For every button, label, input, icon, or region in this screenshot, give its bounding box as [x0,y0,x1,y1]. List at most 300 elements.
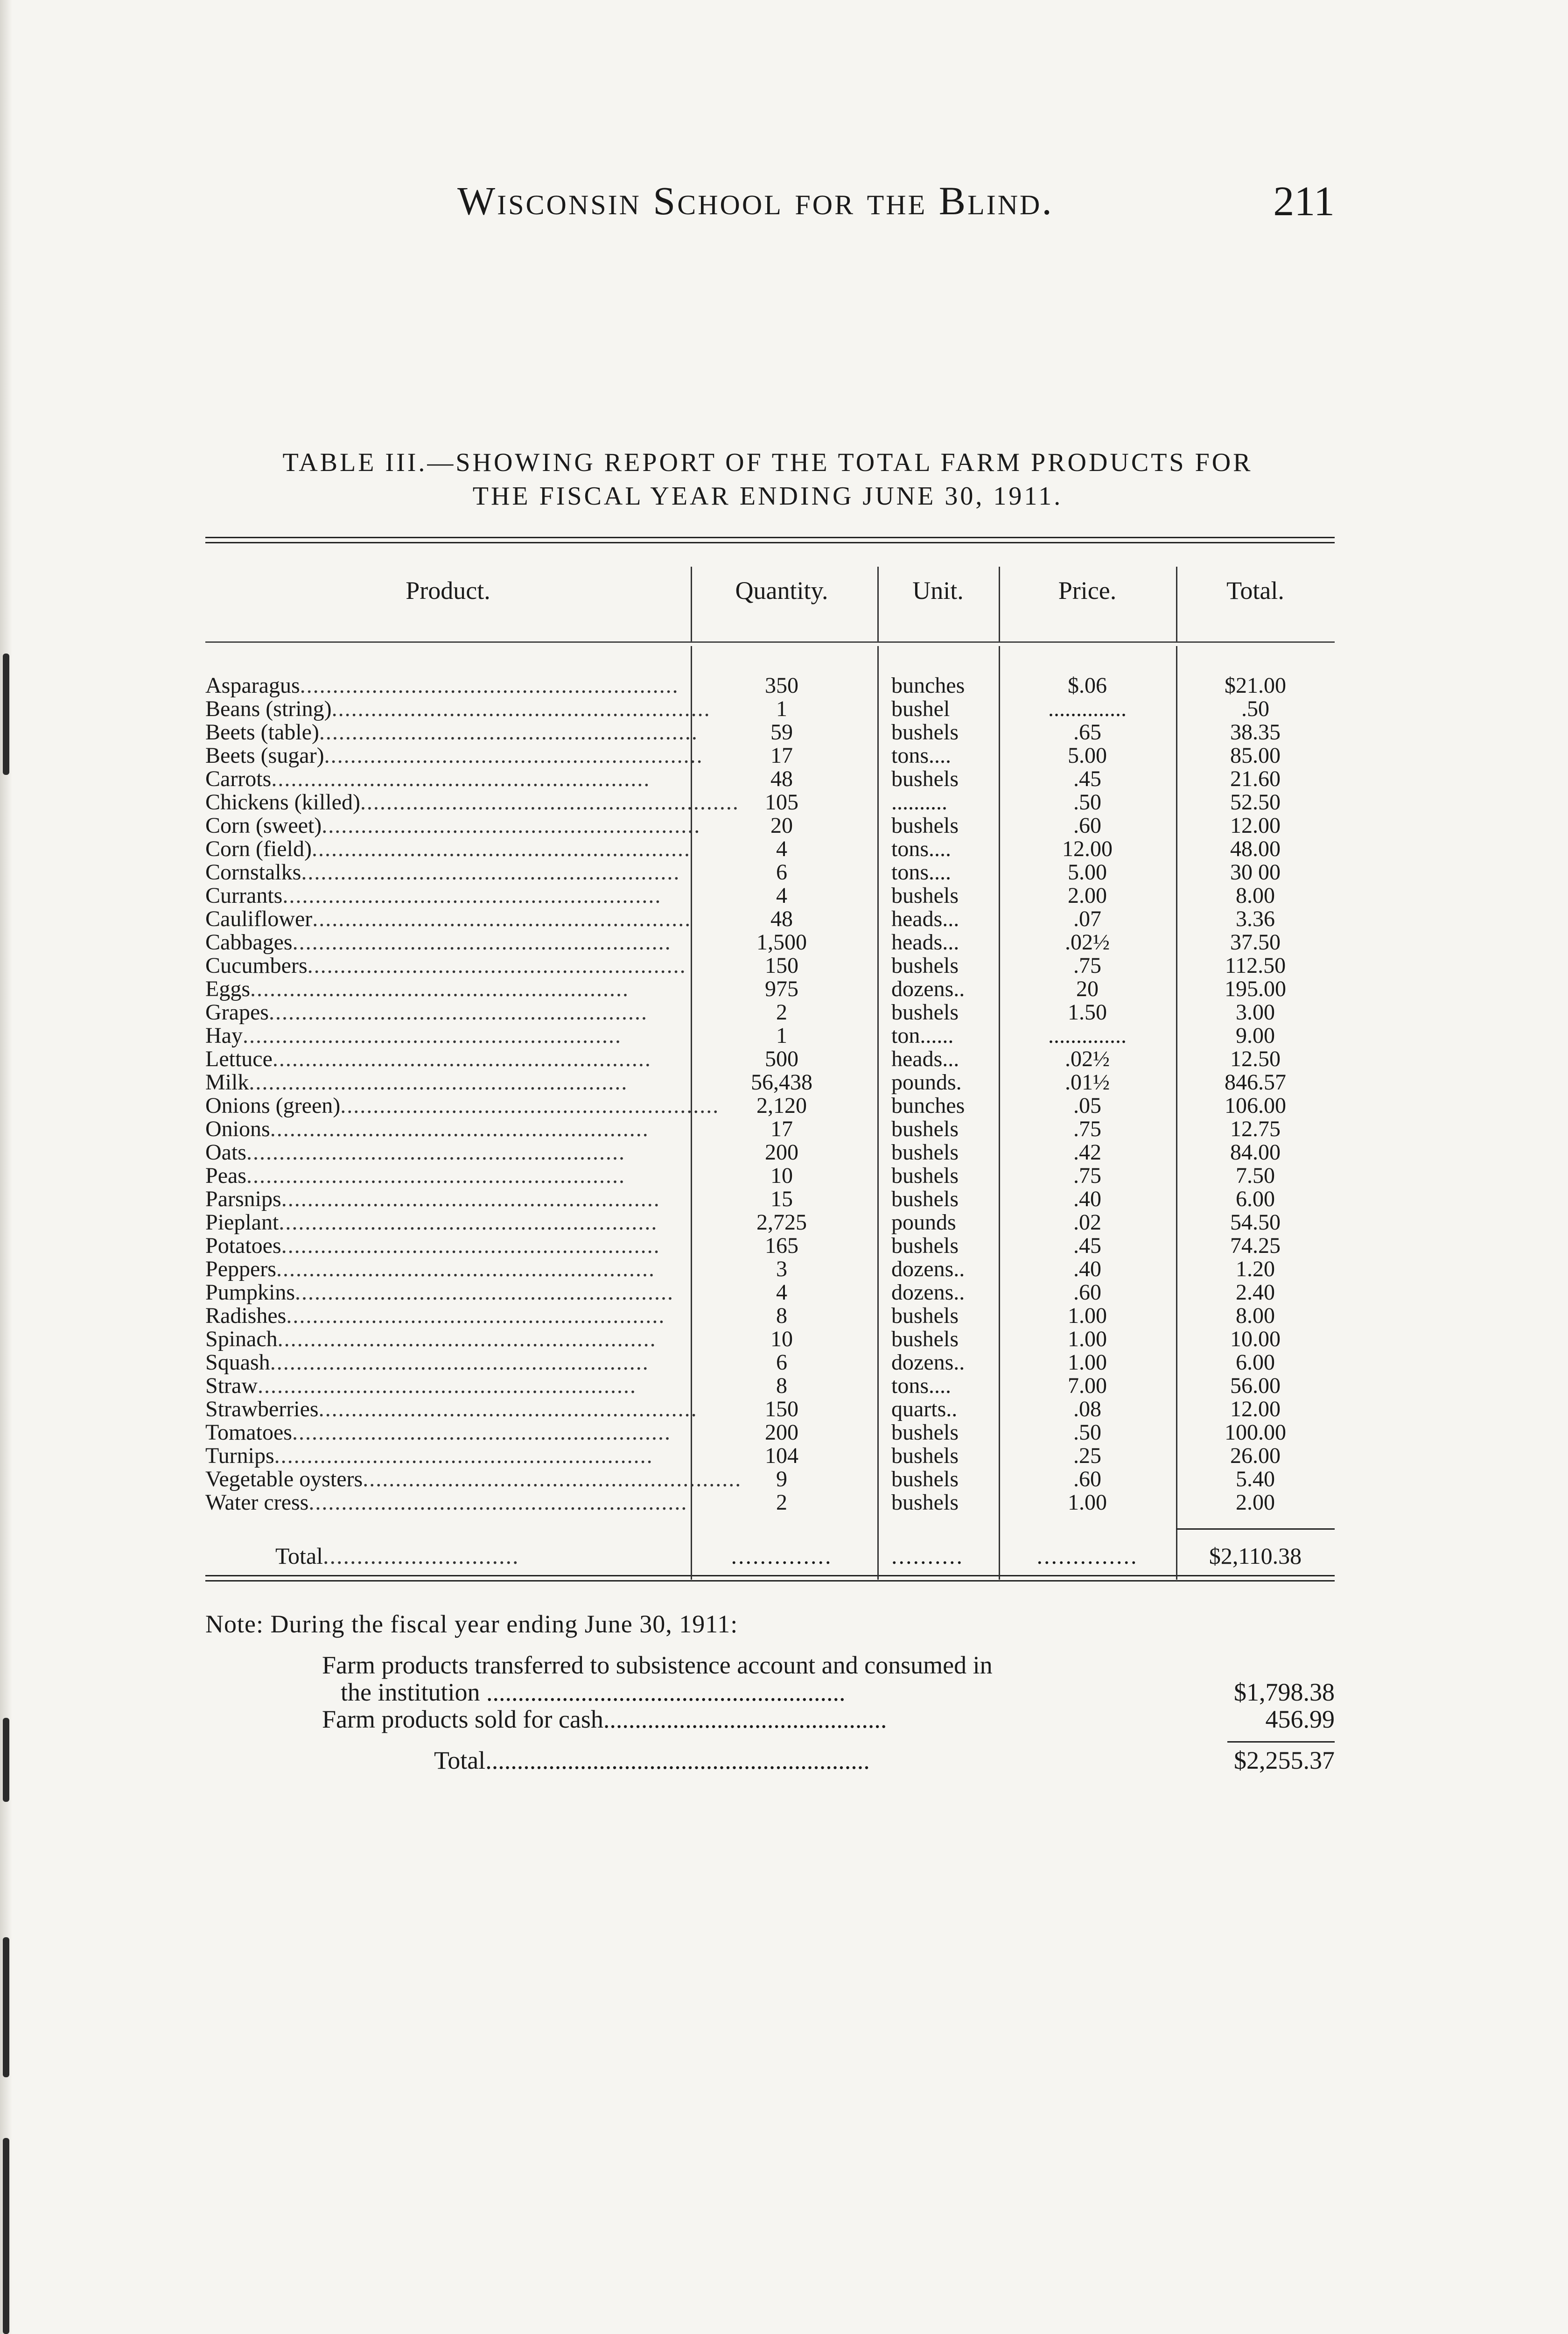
price-cell: .60 [1073,1280,1101,1305]
quantity-cell: 2,725 [756,1210,807,1235]
unit-cell: bushels [891,953,959,978]
note-line [205,1747,1335,1774]
total-row-filler: .......... [891,1543,964,1569]
leader-dots: .......................................................... [286,1303,665,1328]
product-name: Beans (string) [205,696,332,721]
header-price: Price. [1058,576,1117,605]
column-divider [877,567,879,641]
quantity-cell: 4 [776,1280,787,1305]
price-cell: .65 [1073,720,1101,745]
product-cell [205,884,691,907]
product-cell [205,1093,720,1118]
total-cell: 6.00 [1236,1187,1275,1211]
product-cell [205,1118,691,1141]
unit-cell: dozens.. [891,977,965,1001]
price-cell: .02½ [1065,1047,1110,1071]
leader-dots: .......................................................... [318,1397,698,1421]
quantity-cell: 350 [765,673,798,698]
note-sum-rule [1227,1741,1335,1743]
total-cell: 85.00 [1230,743,1281,768]
product-cell [205,674,691,697]
unit-cell: bushels [891,1303,959,1328]
leader-dots: .......................................................... [268,1000,648,1025]
product-cell [205,837,691,861]
table-row [205,1468,1335,1491]
page-number: 211 [1273,178,1335,225]
price-cell: .40 [1073,1257,1101,1281]
quantity-cell: 10 [770,1163,793,1188]
table-row [205,931,1335,954]
quantity-cell: 2,120 [756,1093,807,1118]
product-cell [205,790,739,815]
product-cell [205,696,711,721]
scan-edge-mark [3,2138,9,2334]
unit-cell: bushels [891,1187,959,1211]
product-cell [205,1351,691,1374]
quantity-cell: 2 [776,1000,787,1025]
table-row [205,1398,1335,1421]
table-row [205,1328,1335,1351]
total-cell: 48.00 [1230,837,1281,861]
scan-edge-mark [3,1718,9,1802]
unit-cell: bushels [891,1233,959,1258]
total-cell: 21.60 [1230,766,1281,791]
product-name: Grapes [205,1000,269,1025]
total-cell: 1.20 [1236,1257,1275,1281]
product-name: Turnips [205,1443,274,1468]
product-cell [205,1141,691,1164]
product-cell [205,1281,691,1304]
price-cell: .60 [1073,1467,1101,1491]
note-total-amount: $2,255.37 [1234,1746,1335,1774]
total-cell: 100.00 [1225,1420,1286,1445]
quantity-cell: 48 [770,766,793,791]
table-body [205,674,1335,1514]
product-cell [205,977,691,1001]
total-cell: 12.00 [1230,813,1281,838]
total-cell: 12.75 [1230,1117,1281,1141]
product-name: Cabbages [205,930,293,955]
table-row [205,1351,1335,1374]
column-divider [691,567,692,641]
product-name: Hay [205,1023,243,1048]
scan-edge-mark [3,654,9,775]
table-total-row [205,1524,1335,1575]
total-cell: 26.00 [1230,1443,1281,1468]
product-cell [205,813,701,838]
running-title: Wisconsin School for the Blind. [457,178,1054,223]
table-row [205,977,1335,1001]
unit-cell: pounds [891,1210,956,1235]
total-cell: 30 00 [1230,860,1281,885]
unit-cell: bushels [891,1327,959,1351]
leader-dots: .......................................................... [295,1280,674,1305]
quantity-cell: 1,500 [756,930,807,955]
note-amount-1: $1,798.38 [1234,1678,1335,1706]
product-cell [205,767,691,791]
product-name: Beets (sugar) [205,743,324,768]
table-row [205,1118,1335,1141]
quantity-cell: 59 [770,720,793,745]
table-row [205,1211,1335,1234]
quantity-cell: 1 [776,696,787,721]
total-cell: 846.57 [1225,1070,1286,1095]
leader-dots: .......................................................... [292,930,672,955]
quantity-cell: 2 [776,1490,787,1515]
leader-dots: .......................................................... [257,1373,637,1398]
unit-cell: tons.... [891,837,952,861]
table-row [205,837,1335,861]
table-bottom-rule [205,1575,1335,1582]
table-row [205,1234,1335,1258]
note-intro: Note: During the fiscal year ending June 30, 1911: [205,1610,738,1638]
price-cell: 1.50 [1068,1000,1107,1025]
unit-cell: bushels [891,813,959,838]
product-cell [205,1397,698,1421]
product-name: Peppers [205,1257,276,1281]
total-cell: 8.00 [1236,883,1275,908]
unit-cell: heads... [891,907,959,931]
quantity-cell: 4 [776,883,787,908]
price-cell: .01½ [1065,1070,1110,1095]
table-row [205,721,1335,744]
leader-dots: .......................................................... [250,977,629,1001]
total-cell: 38.35 [1230,720,1281,745]
leader-dots: .......................................................... [360,790,739,815]
unit-cell: heads... [891,930,959,955]
unit-cell: bunches [891,673,965,698]
leader-dots: .......................................................... [340,1093,720,1118]
leader-dots: .......................................................... [363,1467,742,1491]
leader-dots: .......................................................... [319,720,698,745]
total-row-filler: .............. [1036,1543,1138,1569]
product-name: Chickens (killed) [205,790,360,815]
price-cell: .............. [1048,696,1127,721]
total-cell: 56.00 [1230,1373,1281,1398]
quantity-cell: 8 [776,1373,787,1398]
quantity-cell: 15 [770,1187,793,1211]
product-name: Onions [205,1117,270,1141]
leader-dots: .......................................................... [300,673,679,698]
leader-dots: .......................................................... [301,860,680,885]
leader-dots: .......................................................... [242,1023,622,1048]
table-row [205,814,1335,837]
leader-dots: .......................................................... [311,837,691,861]
table-row [205,1047,1335,1071]
unit-cell: tons.... [891,860,952,885]
table-row [205,1071,1335,1094]
price-cell: 5.00 [1068,743,1107,768]
leader-dots: .......................................................... [276,1257,655,1281]
price-cell: .50 [1073,790,1101,815]
total-cell: 52.50 [1230,790,1281,815]
total-cell: 10.00 [1230,1327,1281,1351]
product-name: Straw [205,1373,258,1398]
table-row [205,1024,1335,1047]
total-cell: 7.50 [1236,1163,1275,1188]
quantity-cell: 200 [765,1140,798,1165]
total-label: Total [275,1543,323,1569]
unit-cell: bushels [891,720,959,745]
price-cell: 2.00 [1068,883,1107,908]
caption-line-1: TABLE III.—SHOWING REPORT OF THE TOTAL FARM PRODUCTS FOR [282,448,1253,477]
leader-dots: .......................................................... [249,1070,628,1095]
product-cell [205,743,703,768]
product-cell [205,1024,691,1047]
table-row [205,767,1335,791]
unit-cell: bushels [891,766,959,791]
leader-dots: .......................................................... [271,766,651,791]
leader-dots: .......................................................... [307,953,686,978]
quantity-cell: 150 [765,953,798,978]
leader-dots: .......................................................... [292,1420,671,1445]
total-cell: 195.00 [1225,977,1286,1001]
price-cell: .25 [1073,1443,1101,1468]
price-cell: .75 [1073,1117,1101,1141]
product-name: Squash [205,1350,270,1375]
total-cell: 2.40 [1236,1280,1275,1305]
header-quantity: Quantity. [735,576,828,605]
table-header-row [205,543,1335,641]
table-row [205,697,1335,721]
unit-cell: bushels [891,1000,959,1025]
leader-dots: .......................................................... [312,907,692,931]
product-cell [205,1444,691,1468]
total-cell: 112.50 [1225,953,1286,978]
quantity-cell: 150 [765,1397,798,1421]
product-name: Tomatoes [205,1420,292,1445]
product-name: Currants [205,883,283,908]
note-total-label: Total [434,1746,486,1774]
note-line-2: Farm products sold for cash............................................. [322,1705,887,1733]
product-cell [205,1071,691,1094]
product-name: Strawberries [205,1397,319,1421]
unit-cell: ton...... [891,1023,954,1048]
table-row [205,1141,1335,1164]
leader-dots: .......................................................... [274,1443,653,1468]
price-cell: 5.00 [1068,860,1107,885]
leader-dots: .......................................................... [324,743,703,768]
table-row [205,1164,1335,1188]
product-cell [205,1164,691,1188]
header-rule [205,641,1335,643]
price-cell: .40 [1073,1187,1101,1211]
unit-cell: bushels [891,883,959,908]
product-cell [205,1258,691,1281]
product-name: Lettuce [205,1047,273,1071]
quantity-cell: 56,438 [751,1070,812,1095]
price-cell: 20 [1076,977,1099,1001]
product-name: Asparagus [205,673,300,698]
quantity-cell: 3 [776,1257,787,1281]
table-row [205,884,1335,907]
product-name: Peas [205,1163,246,1188]
product-name: Pieplant [205,1210,279,1235]
unit-cell: bushels [891,1140,959,1165]
product-name: Water cress [205,1490,309,1515]
quantity-cell: 48 [770,907,793,931]
leader-dots: .......................................................... [331,696,711,721]
leader-dots: .......................................................... [279,1210,658,1235]
table-row [205,1444,1335,1468]
unit-cell: tons.... [891,1373,952,1398]
product-name: Onions (green) [205,1093,341,1118]
table-row [205,791,1335,814]
leader-dots: .......................................................... [272,1047,651,1071]
unit-cell: bushels [891,1490,959,1515]
product-cell [205,1001,691,1024]
price-cell: .............. [1048,1023,1127,1048]
product-name: Pumpkins [205,1280,295,1305]
header-unit: Unit. [912,576,964,605]
price-cell: 1.00 [1068,1490,1107,1515]
product-name: Beets (table) [205,720,319,745]
total-cell: 84.00 [1230,1140,1281,1165]
quantity-cell: 105 [765,790,798,815]
product-cell [205,1491,691,1514]
unit-cell: .......... [891,790,947,815]
leader-dots: .......................................................... [270,1117,649,1141]
unit-cell: bushels [891,1420,959,1445]
unit-cell: tons.... [891,743,952,768]
quantity-cell: 4 [776,837,787,861]
unit-cell: dozens.. [891,1350,965,1375]
product-cell [205,1374,691,1398]
table-row [205,1491,1335,1514]
note-line [205,1652,1335,1679]
total-cell: 3.00 [1236,1000,1275,1025]
product-cell [205,1234,691,1258]
sum-rule [1176,1528,1335,1530]
product-cell [205,1328,691,1351]
price-cell: .50 [1073,1420,1101,1445]
quantity-cell: 9 [776,1467,787,1491]
price-cell: $.06 [1068,673,1107,698]
price-cell: .42 [1073,1140,1101,1165]
quantity-cell: 6 [776,1350,787,1375]
table-row [205,744,1335,767]
price-cell: .60 [1073,813,1101,838]
product-cell [205,720,698,745]
table-row [205,861,1335,884]
quantity-cell: 975 [765,977,798,1001]
product-name: Cucumbers [205,953,308,978]
price-cell: 1.00 [1068,1303,1107,1328]
unit-cell: bushels [891,1467,959,1491]
table-row [205,907,1335,931]
quantity-cell: 500 [765,1047,798,1071]
unit-cell: dozens.. [891,1257,965,1281]
table-row [205,1304,1335,1328]
total-cell: 12.50 [1230,1047,1281,1071]
product-cell [205,907,691,931]
total-cell: $21.00 [1225,673,1286,698]
unit-cell: bushels [891,1443,959,1468]
product-name: Radishes [205,1303,287,1328]
total-cell: 74.25 [1230,1233,1281,1258]
product-name: Corn (field) [205,837,312,861]
table-row [205,1374,1335,1398]
table-row [205,1001,1335,1024]
total-row-filler: .............. [731,1543,833,1569]
price-cell: .07 [1073,907,1101,931]
product-name: Vegetable oysters [205,1467,363,1491]
total-cell: 54.50 [1230,1210,1281,1235]
note-total-line: Total............................................................. [434,1746,870,1774]
leader-dots: .......................................................... [246,1163,625,1188]
leader-dots: ............................. [323,1543,519,1569]
product-cell [205,1188,691,1211]
note-line [205,1706,1335,1733]
unit-cell: bunches [891,1093,965,1118]
total-cell: 8.00 [1236,1303,1275,1328]
note-line-2-text: Farm products sold for cash [322,1705,603,1733]
unit-cell: bushels [891,1117,959,1141]
unit-cell: heads... [891,1047,959,1071]
running-head [196,177,1335,233]
total-cell: 5.40 [1236,1467,1275,1491]
note-line-1b: the institution ......................................................... [341,1678,846,1706]
quantity-cell: 200 [765,1420,798,1445]
product-name: Milk [205,1070,249,1095]
leader-dots: .......................................................... [281,1187,660,1211]
total-cell: 37.50 [1230,930,1281,955]
product-cell [205,1421,691,1444]
table-row [205,1188,1335,1211]
table-caption [201,446,1335,513]
footnote [205,1610,1335,1774]
price-cell: 7.00 [1068,1373,1107,1398]
price-cell: .45 [1073,1233,1101,1258]
total-cell: 106.00 [1225,1093,1286,1118]
product-name: Parsnips [205,1187,281,1211]
leader-dots: .......................................................... [322,813,701,838]
grand-total: $2,110.38 [1209,1543,1302,1569]
table-row [205,1258,1335,1281]
quantity-cell: 8 [776,1303,787,1328]
unit-cell: pounds. [891,1070,962,1095]
unit-cell: quarts.. [891,1397,958,1421]
quantity-cell: 104 [765,1443,798,1468]
quantity-cell: 165 [765,1233,798,1258]
total-cell: 2.00 [1236,1490,1275,1515]
leader-dots: .......................................................... [308,1490,688,1515]
product-name: Potatoes [205,1233,281,1258]
leader-dots: .......................................................... [277,1327,657,1351]
total-cell: 6.00 [1236,1350,1275,1375]
unit-cell: bushel [891,696,950,721]
column-divider [999,567,1000,641]
unit-cell: bushels [891,1163,959,1188]
total-cell: 3.36 [1236,907,1275,931]
product-name: Eggs [205,977,250,1001]
quantity-cell: 20 [770,813,793,838]
price-cell: 1.00 [1068,1327,1107,1351]
product-name: Cornstalks [205,860,301,885]
quantity-cell: 17 [770,1117,793,1141]
quantity-cell: 10 [770,1327,793,1351]
product-cell [205,931,691,954]
price-cell: .75 [1073,953,1101,978]
product-name: Corn (sweet) [205,813,322,838]
price-cell: 12.00 [1062,837,1113,861]
note-line-1b-text: the institution [341,1678,480,1706]
total-row-label [205,1542,691,1569]
unit-cell: dozens.. [891,1280,965,1305]
table-top-rule [205,537,1335,543]
table-row [205,1281,1335,1304]
leader-dots: .......................................................... [246,1140,625,1165]
